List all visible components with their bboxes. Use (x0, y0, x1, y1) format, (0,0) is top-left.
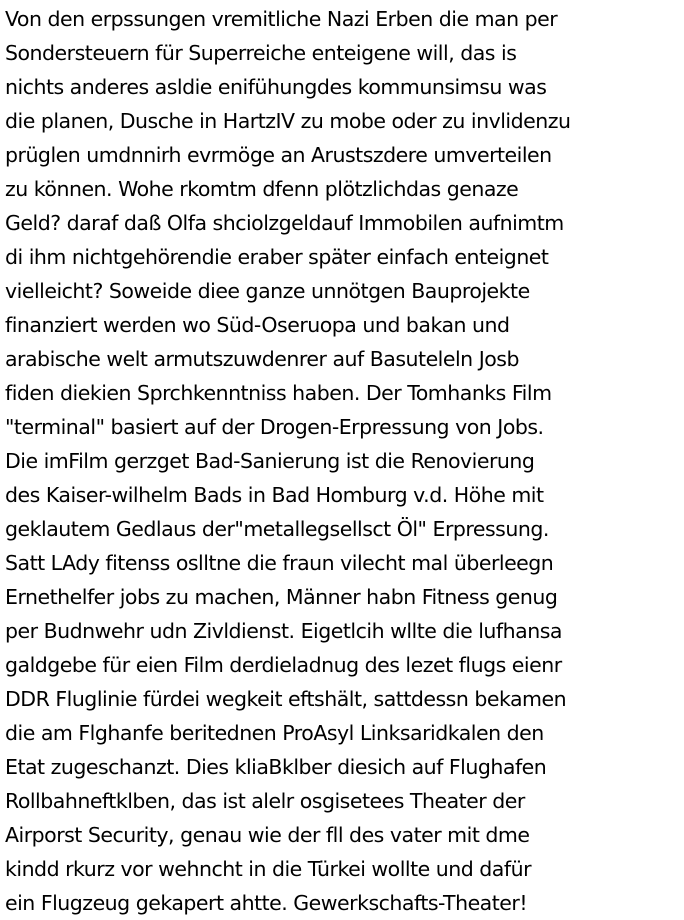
text-line: Airporst Security, genau wie der fll des vater mit dme (5, 823, 530, 847)
text-line: galdgebe für eien Film derdieladnug des lezet flugs eienr (5, 653, 562, 677)
text-line: fiden diekien Sprchkenntniss haben. Der Tomhanks Film (5, 381, 552, 405)
text-line: des Kaiser-wilhelm Bads in Bad Homburg v.d. Höhe mit (5, 483, 544, 507)
text-line: finanziert werden wo Süd-Oseruopa und bakan und (5, 313, 510, 337)
text-line: die planen, Dusche in HartzIV zu mobe oder zu invlidenzu (5, 109, 571, 133)
text-line: Sondersteuern für Superreiche enteigene will, das is (5, 41, 517, 65)
text-line: Geld? daraf daß Olfa shciolzgeldauf Immobilen aufnimtm (5, 211, 564, 235)
text-line: DDR Fluglinie fürdei wegkeit eftshält, sattdessn bekamen (5, 687, 567, 711)
text-line: Etat zugeschanzt. Dies kliaBklber diesich auf Flughafen (5, 755, 547, 779)
text-line: Von den erpssungen vremitliche Nazi Erben die man per (5, 7, 558, 31)
text-line: geklautem Gedlaus der"metallegsellsct Öl" Erpressung. (5, 517, 549, 541)
text-line: die am Flghanfe beritednen ProAsyl Linksaridkalen den (5, 721, 544, 745)
text-line: per Budnwehr udn Zivldienst. Eigetlcih wllte die lufhansa (5, 619, 562, 643)
text-line: prüglen umdnnirh evrmöge an Arustszdere umverteilen (5, 143, 552, 167)
text-line: vielleicht? Soweide diee ganze unnötgen Bauprojekte (5, 279, 530, 303)
text-line: "terminal" basiert auf der Drogen-Erpressung von Jobs. (5, 415, 544, 439)
text-line: Ernethelfer jobs zu machen, Männer habn Fitness genug (5, 585, 558, 609)
text-line: nichts anderes asldie enifühungdes kommunsimsu was (5, 75, 547, 99)
text-line: Rollbahneftklben, das ist alelr osgisetees Theater der (5, 789, 525, 813)
text-line: zu können. Wohe rkomtm dfenn plötzlichdas genaze (5, 177, 519, 201)
text-line: Satt LAdy fitenss oslltne die fraun vilecht mal überleegn (5, 551, 554, 575)
text-line: Die imFilm gerzget Bad-Sanierung ist die Renovierung (5, 449, 535, 473)
text-line: di ihm nichtgehörendie eraber später einfach enteignet (5, 245, 549, 269)
text-line: kindd rkurz vor wehncht in die Türkei wollte und dafür (5, 857, 531, 881)
text-line: ein Flugzeug gekapert ahtte. Gewerkschafts-Theater! (5, 891, 528, 915)
body-text (5, 2, 681, 920)
text-line: arabische welt armutszuwdenrer auf Basuteleln Josb (5, 347, 519, 371)
